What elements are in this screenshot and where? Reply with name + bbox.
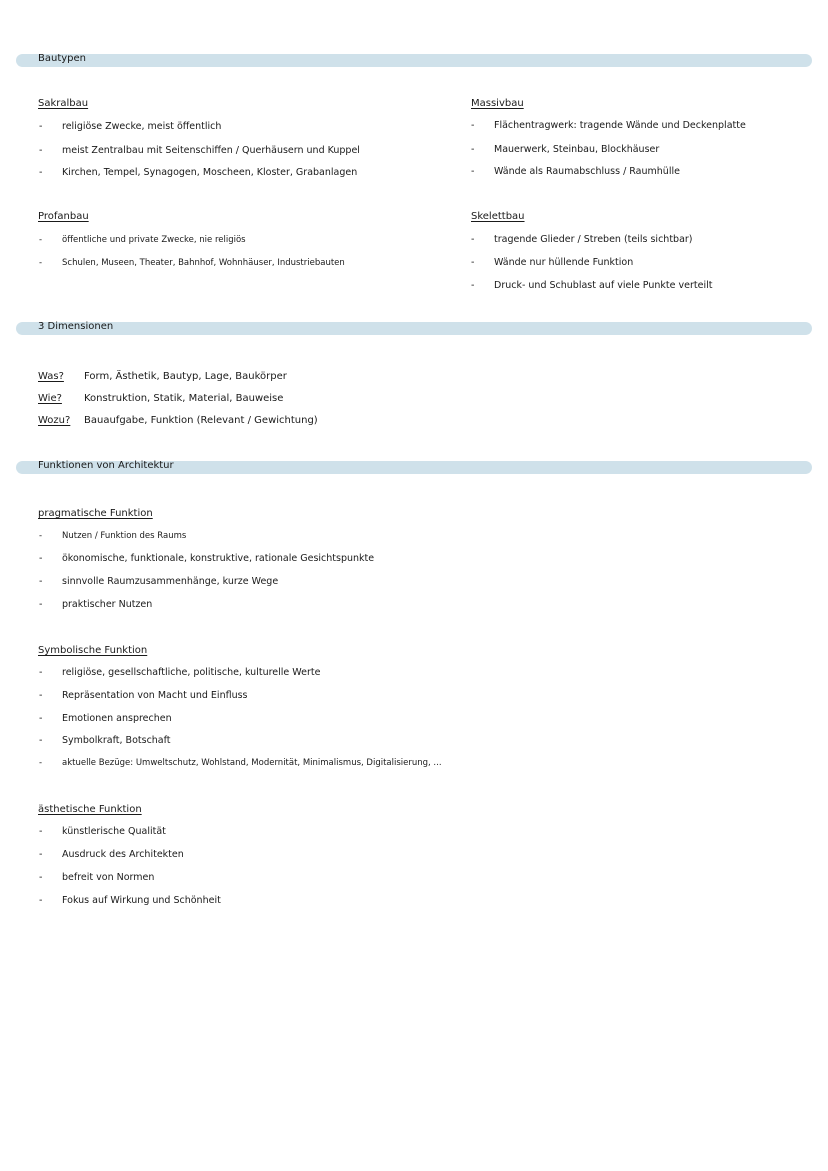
section-title-bautypen: Bautypen <box>38 53 87 64</box>
list-item: - Ausdruck des Architekten <box>39 849 184 860</box>
list-item: - religiöse, gesellschaftliche, politische, kulturelle Werte <box>39 667 321 678</box>
section-title-funktionen: Funktionen von Architektur <box>38 460 174 471</box>
dimension-text-was: Form, Ästhetik, Bautyp, Lage, Baukörper <box>84 371 287 382</box>
section-band-dimensionen <box>16 322 812 335</box>
dimension-text-wozu: Bauaufgabe, Funktion (Relevant / Gewichtung) <box>84 415 318 426</box>
heading-sakralbau: Sakralbau <box>38 98 89 109</box>
list-item: - Mauerwerk, Steinbau, Blockhäuser <box>471 144 660 155</box>
dimension-text-wie: Konstruktion, Statik, Material, Bauweise <box>84 393 284 404</box>
list-item: - ökonomische, funktionale, konstruktive, rationale Gesichtspunkte <box>39 553 375 564</box>
list-item: - Symbolkraft, Botschaft <box>39 735 171 746</box>
section-band-funktionen <box>16 461 812 474</box>
heading-massivbau: Massivbau <box>471 98 524 109</box>
list-item: - Druck- und Schublast auf viele Punkte verteilt <box>471 280 713 291</box>
list-item: - Repräsentation von Macht und Einfluss <box>39 690 248 701</box>
list-item: - Kirchen, Tempel, Synagogen, Moscheen, Kloster, Grabanlagen <box>39 167 358 178</box>
list-item: - aktuelle Bezüge: Umweltschutz, Wohlstand, Modernität, Minimalismus, Digitalisierung, ... <box>39 758 442 768</box>
dimension-label-wie: Wie? <box>38 393 62 404</box>
list-item: - Wände nur hüllende Funktion <box>471 257 634 268</box>
list-item: - meist Zentralbau mit Seitenschiffen / Querhäusern und Kuppel <box>39 145 360 156</box>
list-item: - sinnvolle Raumzusammenhänge, kurze Wege <box>39 576 279 587</box>
list-item: - Emotionen ansprechen <box>39 713 172 724</box>
heading-aesthetische-funktion: ästhetische Funktion <box>38 804 142 815</box>
dimension-label-was: Was? <box>38 371 64 382</box>
list-item: - Flächentragwerk: tragende Wände und Deckenplatte <box>471 120 746 131</box>
heading-pragmatische-funktion: pragmatische Funktion <box>38 508 153 519</box>
list-item: - öffentliche und private Zwecke, nie religiös <box>39 235 246 245</box>
list-item: - Fokus auf Wirkung und Schönheit <box>39 895 221 906</box>
dimension-label-wozu: Wozu? <box>38 415 71 426</box>
heading-skelettbau: Skelettbau <box>471 211 525 222</box>
list-item: - religiöse Zwecke, meist öffentlich <box>39 121 222 132</box>
list-item: - Schulen, Museen, Theater, Bahnhof, Wohnhäuser, Industriebauten <box>39 258 345 268</box>
section-band-bautypen <box>16 54 812 67</box>
heading-symbolische-funktion: Symbolische Funktion <box>38 645 148 656</box>
heading-profanbau: Profanbau <box>38 211 89 222</box>
list-item: - künstlerische Qualität <box>39 826 166 837</box>
list-item: - befreit von Normen <box>39 872 155 883</box>
list-item: - Nutzen / Funktion des Raums <box>39 531 187 541</box>
list-item: - Wände als Raumabschluss / Raumhülle <box>471 166 680 177</box>
list-item: - tragende Glieder / Streben (teils sichtbar) <box>471 234 693 245</box>
list-item: - praktischer Nutzen <box>39 599 153 610</box>
section-title-dimensionen: 3 Dimensionen <box>38 321 114 332</box>
